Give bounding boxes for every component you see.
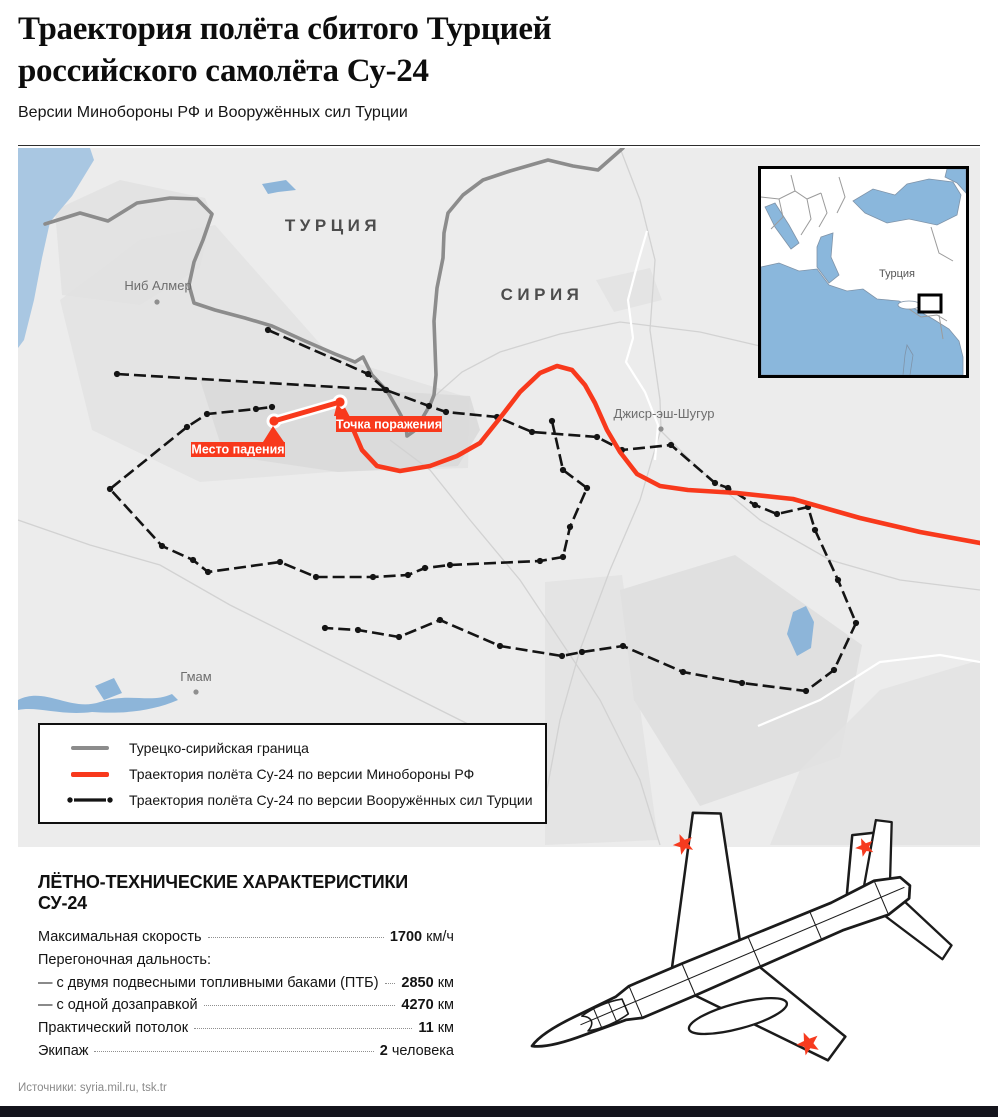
city-dot (658, 426, 663, 431)
dash-dot-swatch-icon (66, 795, 114, 805)
specs-panel (38, 872, 454, 1063)
dotted-leader (194, 1028, 412, 1029)
city-dot (154, 299, 159, 304)
track-waypoint-dot (405, 572, 411, 578)
track-waypoint-dot (812, 527, 818, 533)
spec-value: 4270 (401, 997, 434, 1014)
specs-rows (38, 926, 454, 1063)
legend-label: Турецко-сирийская граница (129, 740, 309, 756)
spec-unit: км (437, 997, 454, 1014)
track-waypoint-dot (739, 680, 745, 686)
inset-turkey-label: Турция (879, 268, 915, 280)
spec-unit: км (437, 1020, 454, 1037)
track-waypoint-dot (579, 649, 585, 655)
spec-label: — с двумя подвесными топливными баками (ПТБ) (38, 974, 379, 991)
aircraft-illustration (500, 790, 998, 1080)
dotted-leader (208, 937, 384, 938)
spec-unit: км (437, 974, 454, 991)
track-waypoint-dot (529, 429, 535, 435)
track-waypoint-dot (549, 418, 555, 424)
city-label: Джиср-эш-Шугур (613, 406, 715, 421)
spec-label: Перегоночная дальность: (38, 951, 211, 968)
track-waypoint-dot (265, 327, 271, 333)
track-waypoint-dot (447, 562, 453, 568)
sources-note: Источники: syria.mil.ru, tsk.tr (18, 1082, 167, 1094)
track-waypoint-dot (594, 434, 600, 440)
track-waypoint-dot (620, 643, 626, 649)
track-waypoint-dot (668, 442, 674, 448)
spec-row (38, 926, 454, 949)
legend-row-border (66, 735, 545, 761)
track-waypoint-dot (712, 480, 718, 486)
track-waypoint-dot (560, 467, 566, 473)
track-waypoint-dot (355, 627, 361, 633)
spec-value: 11 (418, 1020, 434, 1037)
page-title (18, 8, 968, 92)
track-waypoint-dot (396, 634, 402, 640)
track-waypoint-dot (853, 620, 859, 626)
track-waypoint-dot (383, 387, 389, 393)
country-label: СИРИЯ (500, 285, 584, 304)
track-waypoint-dot (774, 511, 780, 517)
track-waypoint-dot (190, 557, 196, 563)
red-line-swatch (66, 772, 114, 777)
dotted-leader (94, 1051, 373, 1052)
track-waypoint-dot (584, 485, 590, 491)
subtitle: Версии Минобороны РФ и Вооружённых сил Турции (18, 104, 408, 121)
spec-unit: человека (391, 1042, 454, 1059)
track-waypoint-dot (559, 653, 565, 659)
inset-cyprus-island (898, 301, 920, 309)
track-waypoint-dot (269, 404, 275, 410)
track-waypoint-dot (680, 669, 686, 675)
city-dot (193, 689, 198, 694)
track-waypoint-dot (184, 424, 190, 430)
spec-row (38, 1040, 454, 1063)
callout-crash-site-label: Место падения (191, 442, 285, 457)
track-waypoint-dot (497, 643, 503, 649)
track-waypoint-dot (159, 543, 165, 549)
spec-label: — с одной дозаправкой (38, 997, 198, 1014)
track-waypoint-dot (567, 524, 573, 530)
spec-row (38, 949, 454, 972)
track-waypoint-dot (437, 617, 443, 623)
country-label: ТУРЦИЯ (284, 216, 382, 235)
callout-hit-point-label: Точка поражения (335, 417, 443, 432)
track-waypoint-dot (277, 559, 283, 565)
inset-map-svg (761, 169, 966, 375)
track-waypoint-dot (560, 554, 566, 560)
specs-heading: ЛЁТНО-ТЕХНИЧЕСКИЕ ХАРАКТЕРИСТИКИ СУ-24 (38, 872, 409, 913)
track-waypoint-dot (204, 411, 210, 417)
crash-dot (269, 416, 278, 425)
track-waypoint-dot (537, 558, 543, 564)
legend (38, 723, 547, 824)
track-waypoint-dot (752, 502, 758, 508)
track-waypoint-dot (107, 486, 113, 492)
legend-row-turkish-track (66, 787, 545, 813)
title-line-2: российского самолёта Су-24 (18, 53, 429, 89)
track-waypoint-dot (253, 406, 259, 412)
spec-row (38, 1017, 454, 1040)
track-waypoint-dot (443, 409, 449, 415)
track-waypoint-dot (313, 574, 319, 580)
border-line-swatch (66, 746, 114, 750)
track-waypoint-dot (422, 565, 428, 571)
dotted-leader (385, 983, 396, 984)
su24-group (500, 790, 974, 1080)
spec-value: 2850 (401, 974, 434, 991)
spec-label: Практический потолок (38, 1020, 189, 1037)
su24-drawing (500, 790, 998, 1080)
city-label: Гмам (180, 669, 212, 684)
inset-locator-map (758, 166, 969, 378)
spec-unit: км/ч (426, 929, 454, 945)
legend-row-mod-track (66, 761, 545, 787)
track-waypoint-dot (831, 667, 837, 673)
bottom-bar (0, 1106, 998, 1117)
track-waypoint-dot (803, 688, 809, 694)
spec-row (38, 994, 454, 1017)
city-label: Ниб Алмер (124, 278, 192, 293)
legend-label: Траектория полёта Су-24 по версии Минобороны РФ (129, 766, 475, 782)
track-waypoint-dot (426, 403, 432, 409)
dotted-line-swatch (66, 795, 114, 805)
track-waypoint-dot (114, 371, 120, 377)
track-waypoint-dot (322, 625, 328, 631)
track-waypoint-dot (365, 371, 371, 377)
dotted-leader (204, 1005, 396, 1006)
spec-value: 2 (379, 1042, 388, 1059)
spec-label: Максимальная скорость (38, 929, 202, 945)
track-waypoint-dot (835, 577, 841, 583)
legend-label: Траектория полёта Су-24 по версии Вооружённых сил Турции (129, 792, 533, 808)
track-waypoint-dot (370, 574, 376, 580)
track-waypoint-dot (205, 569, 211, 575)
header-divider (18, 145, 980, 146)
spec-value: 1700 (389, 929, 423, 945)
title-line-1: Траектория полёта сбитого Турцией (18, 11, 552, 47)
spec-row (38, 972, 454, 995)
spec-label: Экипаж (38, 1042, 89, 1059)
